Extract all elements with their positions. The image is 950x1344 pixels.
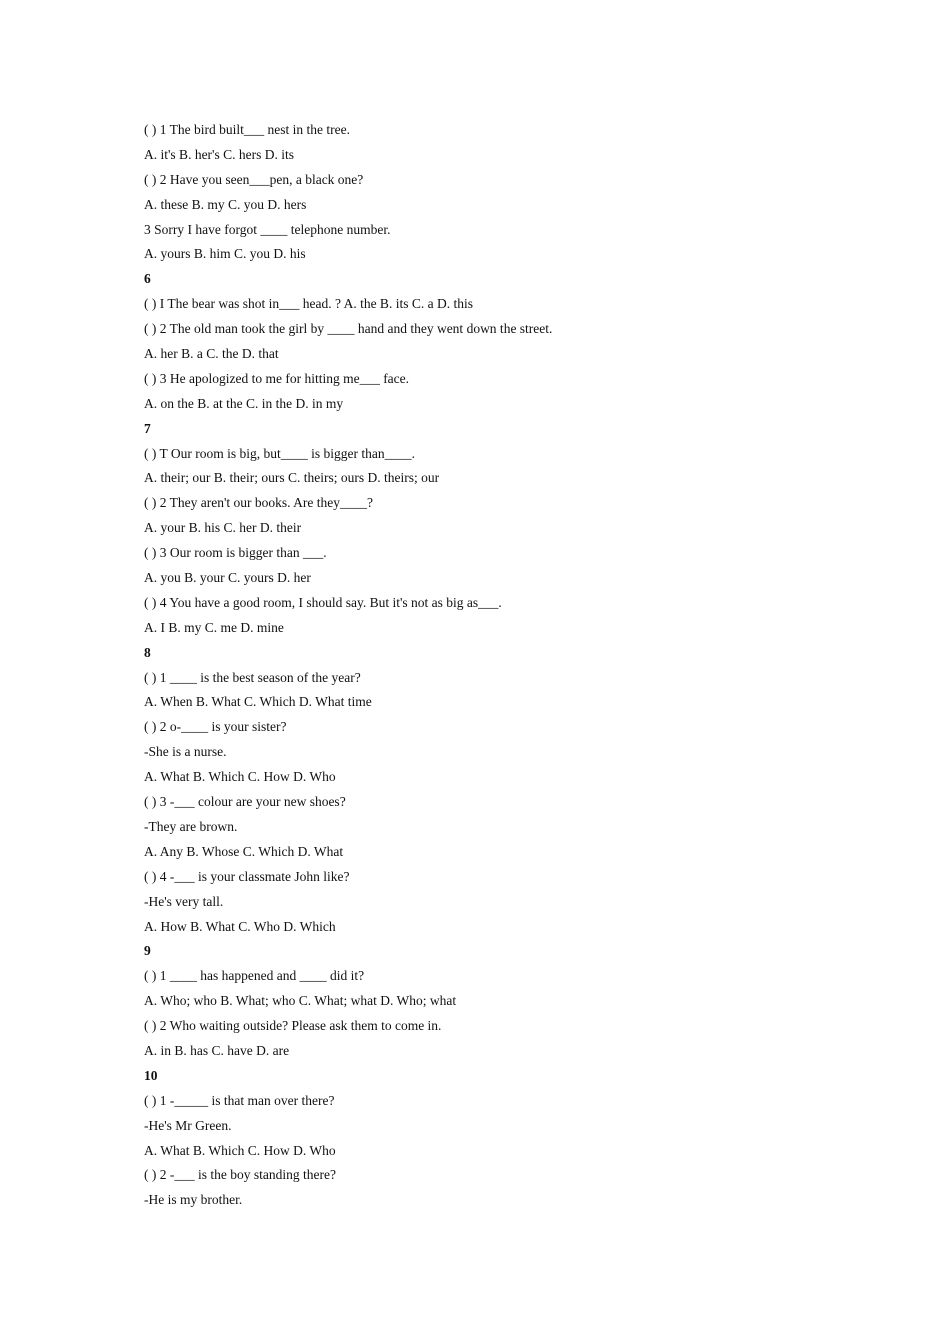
question-line: A. it's B. her's C. hers D. its <box>144 146 294 162</box>
document-body <box>144 118 904 1213</box>
question-line: ( ) I The bear was shot in___ head. ? A. the B. its C. a D. this <box>144 296 473 312</box>
question-line: -He is my brother. <box>144 1192 243 1208</box>
section-number: 7 <box>144 420 151 436</box>
question-line: ( ) 4 -___ is your classmate John like? <box>144 868 350 884</box>
question-line: ( ) 1 ____ has happened and ____ did it? <box>144 968 365 984</box>
question-line: ( ) 2 o-____ is your sister? <box>144 719 287 735</box>
question-line: A. yours B. him C. you D. his <box>144 246 306 262</box>
question-line: A. What B. Which C. How D. Who <box>144 769 336 785</box>
question-line: ( ) 2 -___ is the boy standing there? <box>144 1167 336 1183</box>
question-line: ( ) 3 Our room is bigger than ___. <box>144 545 327 561</box>
question-line: ( ) 4 You have a good room, I should say. But it's not as big as___. <box>144 594 502 610</box>
section-number: 9 <box>144 943 151 959</box>
question-line: A. I B. my C. me D. mine <box>144 619 284 635</box>
question-line: ( ) 1 ____ is the best season of the year? <box>144 669 361 685</box>
question-line: A. When B. What C. Which D. What time <box>144 694 372 710</box>
question-line: A. your B. his C. her D. their <box>144 520 302 536</box>
question-line: A. these B. my C. you D. hers <box>144 196 307 212</box>
question-line: A. in B. has C. have D. are <box>144 1042 290 1058</box>
question-line: ( ) 1 -_____ is that man over there? <box>144 1092 335 1108</box>
question-line: ( ) 1 The bird built___ nest in the tree. <box>144 122 350 137</box>
question-line: -She is a nurse. <box>144 744 227 760</box>
question-line: ( ) 2 Who waiting outside? Please ask them to come in. <box>144 1018 442 1034</box>
question-line: ( ) 2 Have you seen___pen, a black one? <box>144 171 364 187</box>
section-number: 6 <box>144 271 151 287</box>
question-line: ( ) T Our room is big, but____ is bigger than____. <box>144 445 415 461</box>
question-line: A. their; our B. their; ours C. theirs; ours D. theirs; our <box>144 470 440 486</box>
section-number: 8 <box>144 644 151 660</box>
question-line: -They are brown. <box>144 818 238 834</box>
question-line: -He's Mr Green. <box>144 1117 232 1133</box>
question-line: A. Any B. Whose C. Which D. What <box>144 843 344 859</box>
question-line: 3 Sorry I have forgot ____ telephone number. <box>144 221 391 237</box>
question-line: ( ) 3 He apologized to me for hitting me___ face. <box>144 370 410 386</box>
question-line: A. What B. Which C. How D. Who <box>144 1142 336 1158</box>
section-number: 10 <box>144 1067 158 1083</box>
question-line: ( ) 2 The old man took the girl by ____ hand and they went down the street. <box>144 321 553 337</box>
question-line: -He's very tall. <box>144 893 224 909</box>
question-line: A. on the B. at the C. in the D. in my <box>144 395 344 411</box>
question-line: A. her B. a C. the D. that <box>144 346 279 362</box>
question-line: A. you B. your C. yours D. her <box>144 570 311 586</box>
question-line: A. Who; who B. What; who C. What; what D. Who; what <box>144 993 457 1009</box>
question-line: ( ) 3 -___ colour are your new shoes? <box>144 794 346 810</box>
question-line: A. How B. What C. Who D. Which <box>144 918 336 934</box>
question-line: ( ) 2 They aren't our books. Are they____? <box>144 495 373 511</box>
